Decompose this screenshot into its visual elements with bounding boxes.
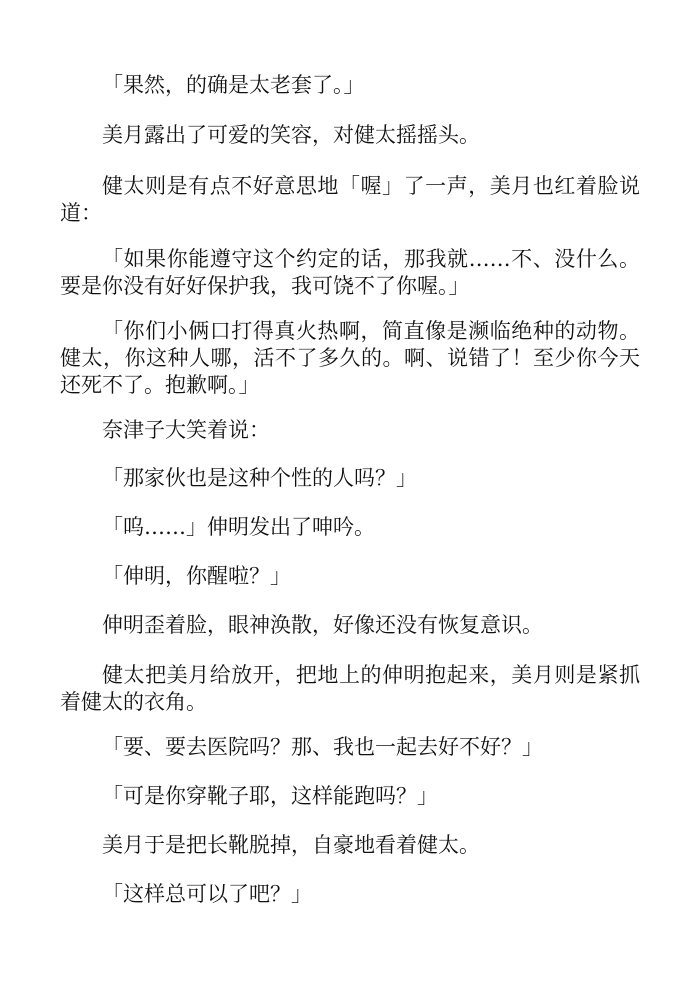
paragraph: 美月露出了可爱的笑容，对健太摇摇头。 — [102, 123, 480, 147]
paragraph: 伸明歪着脸，眼神涣散，好像还没有恢复意识。 — [102, 613, 543, 637]
paragraph: 美月于是把长靴脱掉，自豪地看着健太。 — [102, 833, 480, 857]
paragraph: 「要、要去医院吗？那、我也一起去好不好？」 — [102, 735, 543, 759]
paragraph: 「你们小俩口打得真火热啊，简直像是濒临绝种的动物。健太，你这种人哪，活不了多久的。啊、说错了！至少你今天还死不了。抱歉啊。」 — [60, 319, 640, 397]
paragraph: 「果然，的确是太老套了。」 — [102, 73, 365, 97]
paragraph: 健太则是有点不好意思地「喔」了一声，美月也红着脸说道： — [60, 174, 640, 225]
paragraph: 「呜……」伸明发出了呻吟。 — [102, 515, 375, 539]
paragraph: 「那家伙也是这种个性的人吗？」 — [102, 466, 417, 490]
paragraph: 健太把美月给放开，把地上的伸明抱起来，美月则是紧抓着健太的衣角。 — [60, 663, 640, 714]
paragraph: 「伸明，你醒啦？」 — [102, 564, 291, 588]
paragraph: 「可是你穿靴子耶，这样能跑吗？」 — [102, 784, 438, 808]
paragraph: 「如果你能遵守这个约定的话，那我就……不、没什么。要是你没有好好保护我，我可饶不了你喔。」 — [60, 247, 640, 298]
paragraph: 奈津子大笑着说： — [102, 418, 270, 442]
paragraph: 「这样总可以了吧？」 — [102, 882, 312, 906]
